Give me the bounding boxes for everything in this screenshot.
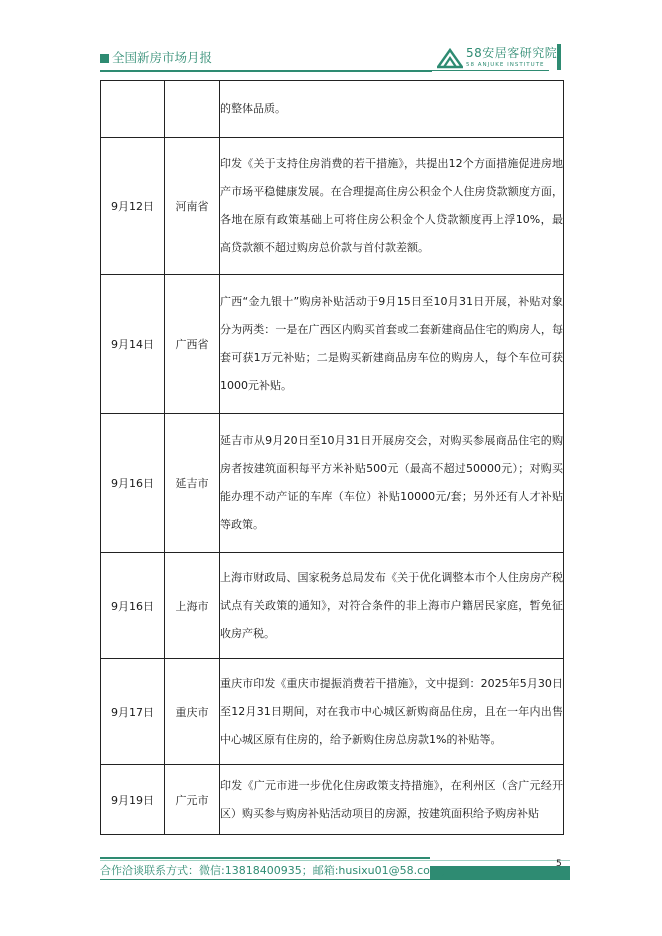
date-cell: 9月16日 xyxy=(101,414,165,553)
region-cell xyxy=(165,81,220,138)
date-cell: 9月16日 xyxy=(101,553,165,659)
region-cell: 广元市 xyxy=(165,765,220,835)
content-cell: 重庆市印发《重庆市提振消费若干措施》，文中提到：2025年5月30日至12月31日期间，对在我市中心城区新购商品住房，且在一年内出售中心城区原有住房的，给予新购住房总房款1%的补贴等。 xyxy=(220,659,564,765)
content-cell: 的整体品质。 xyxy=(220,81,564,138)
content-cell: 广西“金九银十”购房补贴活动于9月15日至10月31日开展，补贴对象分为两类：一是在广西区内购买首套或二套新建商品住宅的购房人，每套可获1万元补贴；二是购买新建商品房车位的购房人，每个车位可获1000元补贴。 xyxy=(220,275,564,414)
header-divider-thin xyxy=(432,70,549,71)
header-marker xyxy=(100,54,109,63)
date-cell: 9月19日 xyxy=(101,765,165,835)
institute-logo-text: 58安居客研究院 xyxy=(466,46,558,60)
house-logo-icon xyxy=(437,47,463,69)
content-cell: 上海市财政局、国家税务总局发布《关于优化调整本市个人住房房产税试点有关政策的通知》，对符合条件的非上海市户籍居民家庭，暂免征收房产税。 xyxy=(220,553,564,659)
date-cell: 9月14日 xyxy=(101,275,165,414)
contact-info: 合作洽谈联系方式：微信:13818400935；邮箱:husixu01@58.com； xyxy=(100,864,452,877)
footer-divider xyxy=(100,857,430,859)
table-row xyxy=(101,659,564,765)
region-cell: 上海市 xyxy=(165,553,220,659)
table-row xyxy=(101,275,564,414)
table-row xyxy=(101,81,564,138)
header-divider xyxy=(100,70,432,72)
table-row xyxy=(101,553,564,659)
date-cell xyxy=(101,81,165,138)
table-row xyxy=(101,414,564,553)
table-row xyxy=(101,138,564,275)
date-cell: 9月12日 xyxy=(101,138,165,275)
policy-table xyxy=(100,80,564,835)
footer-base-line xyxy=(100,879,570,880)
header-accent-bar xyxy=(557,44,561,70)
date-cell: 9月17日 xyxy=(101,659,165,765)
region-cell: 延吉市 xyxy=(165,414,220,553)
region-cell: 河南省 xyxy=(165,138,220,275)
page-number: 5 xyxy=(556,859,562,869)
footer-divider-light xyxy=(100,860,570,861)
content-cell: 印发《广元市进一步优化住房政策支持措施》，在利州区（含广元经开区）购买参与购房补贴活动项目的房源，按建筑面积给予购房补贴 xyxy=(220,765,564,835)
region-cell: 广西省 xyxy=(165,275,220,414)
institute-logo-subtext: 58 ANJUKE INSTITUTE xyxy=(466,62,545,68)
content-cell: 印发《关于支持住房消费的若干措施》，共提出12个方面措施促进房地产市场平稳健康发展。在合理提高住房公积金个人住房贷款额度方面，各地在原有政策基础上可将住房公积金个人贷款额度再上浮10%，最高贷款额不超过购房总价款与首付款差额。 xyxy=(220,138,564,275)
content-cell: 延吉市从9月20日至10月31日开展房交会，对购买参展商品住宅的购房者按建筑面积每平方米补贴500元（最高不超过50000元）；对购买能办理不动产证的车库（车位）补贴10000元/套；另外还有人才补贴等政策。 xyxy=(220,414,564,553)
region-cell: 重庆市 xyxy=(165,659,220,765)
report-title: 全国新房市场月报 xyxy=(112,50,213,65)
table-row xyxy=(101,765,564,835)
